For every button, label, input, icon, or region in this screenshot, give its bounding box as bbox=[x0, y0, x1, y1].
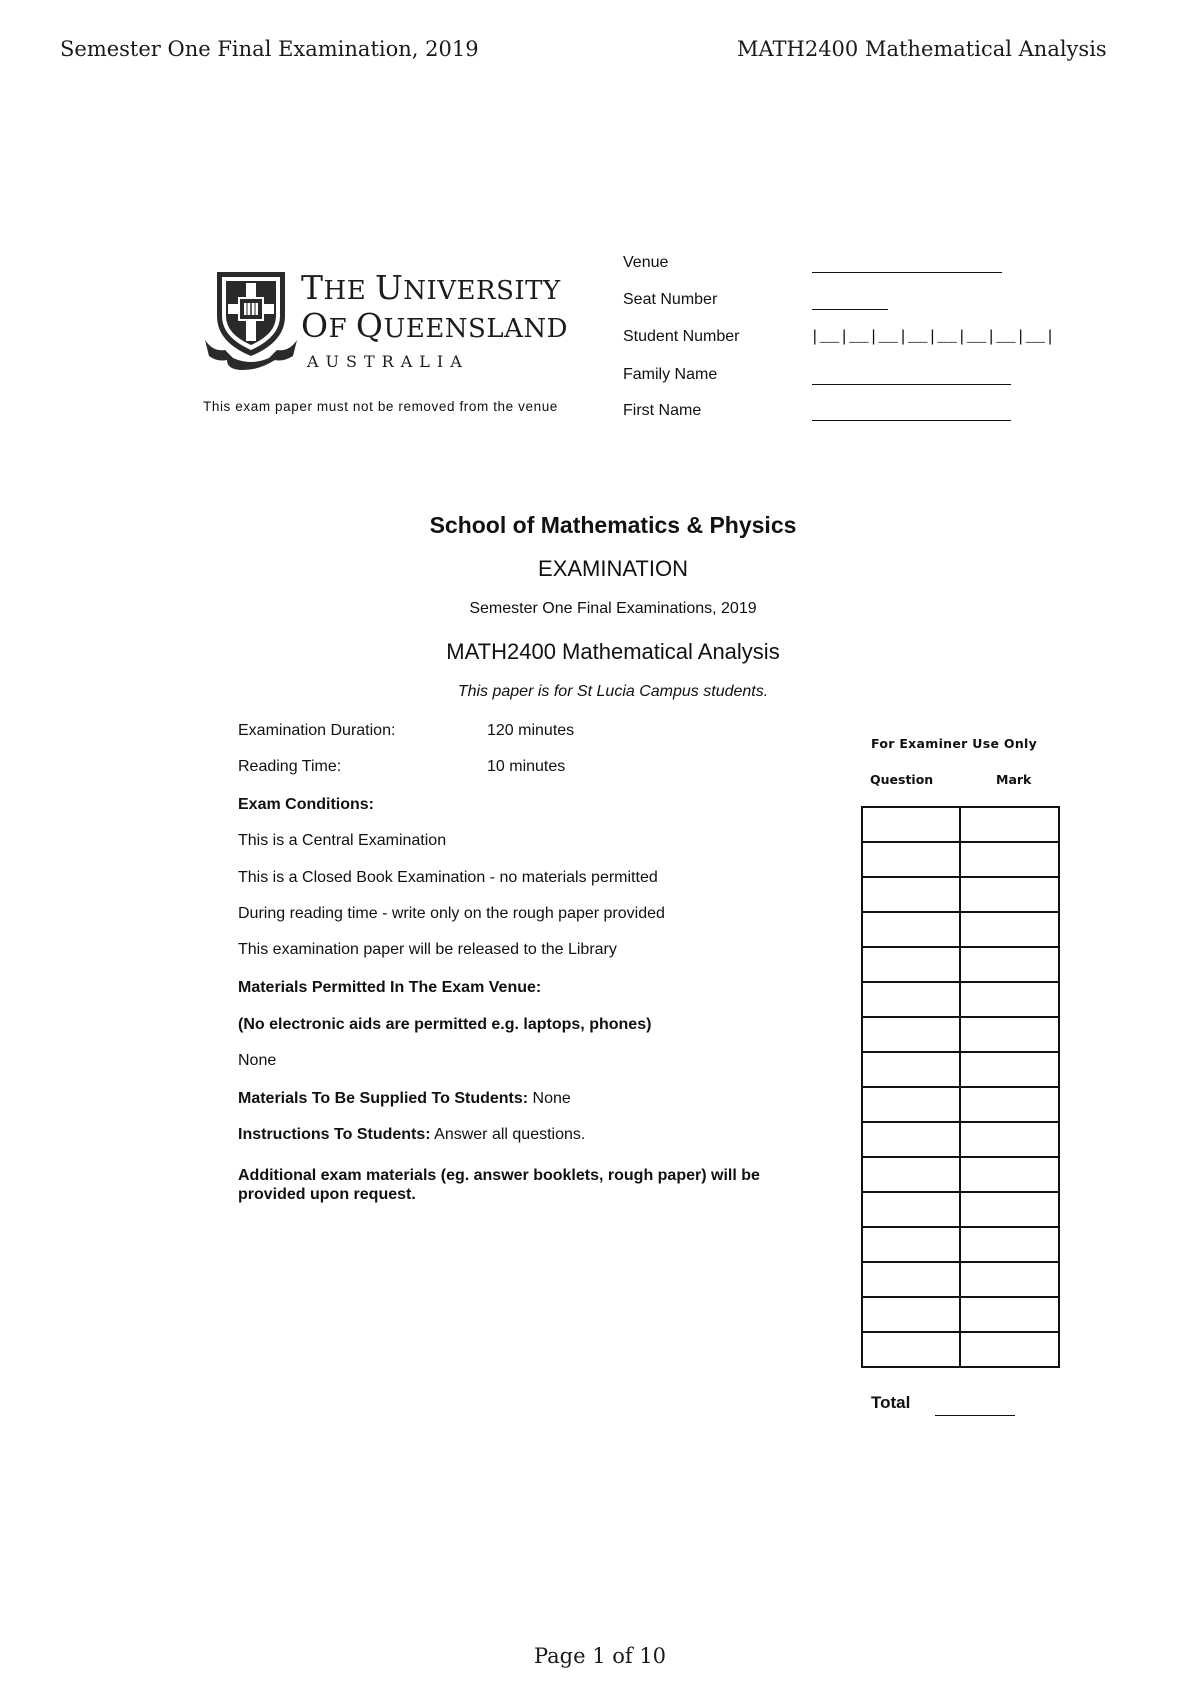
mark-cell[interactable] bbox=[960, 1157, 1059, 1192]
mark-table-row bbox=[862, 1122, 1059, 1157]
logo-wordmark-line1: THE UNIVERSITY bbox=[301, 268, 561, 307]
examiner-use-heading: For Examiner Use Only bbox=[871, 736, 1038, 751]
mark-table-row bbox=[862, 1227, 1059, 1262]
seat-number-label: Seat Number bbox=[623, 291, 718, 308]
mark-table-row bbox=[862, 1157, 1059, 1192]
mark-table-row bbox=[862, 1192, 1059, 1227]
seat-number-field[interactable] bbox=[812, 309, 888, 310]
materials-supplied: Materials To Be Supplied To Students: None bbox=[238, 1090, 571, 1107]
duration-value: 120 minutes bbox=[487, 722, 575, 739]
examiner-mark-table bbox=[861, 806, 1060, 1368]
condition-central: This is a Central Examination bbox=[238, 832, 447, 849]
question-cell[interactable] bbox=[862, 1297, 960, 1332]
materials-permitted-heading: Materials Permitted In The Exam Venue: bbox=[238, 979, 542, 996]
mark-cell[interactable] bbox=[960, 982, 1059, 1017]
mark-cell[interactable] bbox=[960, 1052, 1059, 1087]
additional-materials-note: Additional exam materials (eg. answer booklets, rough paper) will be provided upon request. bbox=[238, 1167, 760, 1203]
mark-cell[interactable] bbox=[960, 1297, 1059, 1332]
mark-cell[interactable] bbox=[960, 807, 1059, 842]
reading-time-label: Reading Time: bbox=[238, 758, 342, 775]
total-field[interactable] bbox=[935, 1415, 1015, 1416]
question-cell[interactable] bbox=[862, 982, 960, 1017]
removal-notice: This exam paper must not be removed from the venue bbox=[203, 399, 558, 414]
first-name-label: First Name bbox=[623, 402, 702, 419]
venue-field[interactable] bbox=[812, 272, 1002, 273]
question-cell[interactable] bbox=[862, 1262, 960, 1297]
condition-closed-book: This is a Closed Book Examination - no materials permitted bbox=[238, 869, 658, 886]
question-cell[interactable] bbox=[862, 877, 960, 912]
running-header-left: Semester One Final Examination, 2019 bbox=[60, 37, 479, 61]
mark-cell[interactable] bbox=[960, 912, 1059, 947]
question-cell[interactable] bbox=[862, 912, 960, 947]
total-label: Total bbox=[871, 1393, 911, 1412]
family-name-field[interactable] bbox=[812, 384, 1011, 385]
question-cell[interactable] bbox=[862, 1017, 960, 1052]
venue-label: Venue bbox=[623, 254, 669, 271]
question-cell[interactable] bbox=[862, 1052, 960, 1087]
mark-table-row bbox=[862, 1332, 1059, 1367]
mark-cell[interactable] bbox=[960, 1192, 1059, 1227]
running-header-right: MATH2400 Mathematical Analysis bbox=[737, 37, 1107, 61]
mark-table-row bbox=[862, 982, 1059, 1017]
question-cell[interactable] bbox=[862, 1122, 960, 1157]
question-cell[interactable] bbox=[862, 947, 960, 982]
instructions: Instructions To Students: Answer all questions. bbox=[238, 1126, 586, 1143]
mark-table-row bbox=[862, 912, 1059, 947]
crest-icon bbox=[203, 266, 299, 372]
mark-table-row bbox=[862, 877, 1059, 912]
logo-wordmark-country: AUSTRALIA bbox=[307, 352, 469, 371]
electronic-aids-note: (No electronic aids are permitted e.g. laptops, phones) bbox=[238, 1016, 652, 1033]
family-name-label: Family Name bbox=[623, 366, 718, 383]
mark-table-row bbox=[862, 1297, 1059, 1332]
school-name: School of Mathematics & Physics bbox=[429, 512, 797, 538]
exam-conditions-heading: Exam Conditions: bbox=[238, 796, 375, 813]
mark-cell[interactable] bbox=[960, 1087, 1059, 1122]
mark-table-row bbox=[862, 1052, 1059, 1087]
first-name-field[interactable] bbox=[812, 420, 1011, 421]
mark-column-header: Mark bbox=[996, 772, 1032, 787]
condition-library: This examination paper will be released to the Library bbox=[238, 941, 617, 958]
question-cell[interactable] bbox=[862, 1332, 960, 1367]
mark-cell[interactable] bbox=[960, 877, 1059, 912]
exam-heading: EXAMINATION bbox=[538, 556, 688, 581]
course-title: MATH2400 Mathematical Analysis bbox=[446, 639, 780, 664]
semester-line: Semester One Final Examinations, 2019 bbox=[469, 600, 757, 617]
mark-cell[interactable] bbox=[960, 842, 1059, 877]
mark-table-row bbox=[862, 842, 1059, 877]
student-number-label: Student Number bbox=[623, 328, 740, 345]
page-number: Page 1 of 10 bbox=[533, 1644, 667, 1668]
campus-note: This paper is for St Lucia Campus students. bbox=[457, 683, 769, 700]
question-column-header: Question bbox=[870, 772, 934, 787]
condition-reading-time: During reading time - write only on the rough paper provided bbox=[238, 905, 665, 922]
mark-cell[interactable] bbox=[960, 1332, 1059, 1367]
question-cell[interactable] bbox=[862, 842, 960, 877]
question-cell[interactable] bbox=[862, 1227, 960, 1262]
mark-table-row bbox=[862, 1017, 1059, 1052]
mark-table-row bbox=[862, 807, 1059, 842]
mark-cell[interactable] bbox=[960, 947, 1059, 982]
mark-table-row bbox=[862, 1262, 1059, 1297]
reading-time-value: 10 minutes bbox=[487, 758, 566, 775]
question-cell[interactable] bbox=[862, 1192, 960, 1227]
logo-wordmark-line2: OF QUEENSLAND bbox=[301, 306, 569, 345]
university-logo bbox=[205, 268, 569, 380]
mark-table-row bbox=[862, 947, 1059, 982]
mark-cell[interactable] bbox=[960, 1017, 1059, 1052]
duration-label: Examination Duration: bbox=[238, 722, 396, 739]
question-cell[interactable] bbox=[862, 1157, 960, 1192]
mark-cell[interactable] bbox=[960, 1122, 1059, 1157]
mark-table-row bbox=[862, 1087, 1059, 1122]
question-cell[interactable] bbox=[862, 807, 960, 842]
mark-cell[interactable] bbox=[960, 1227, 1059, 1262]
student-number-boxes[interactable]: |__|__|__|__|__|__|__|__| bbox=[810, 328, 1056, 346]
materials-permitted-value: None bbox=[238, 1052, 277, 1069]
mark-cell[interactable] bbox=[960, 1262, 1059, 1297]
question-cell[interactable] bbox=[862, 1087, 960, 1122]
